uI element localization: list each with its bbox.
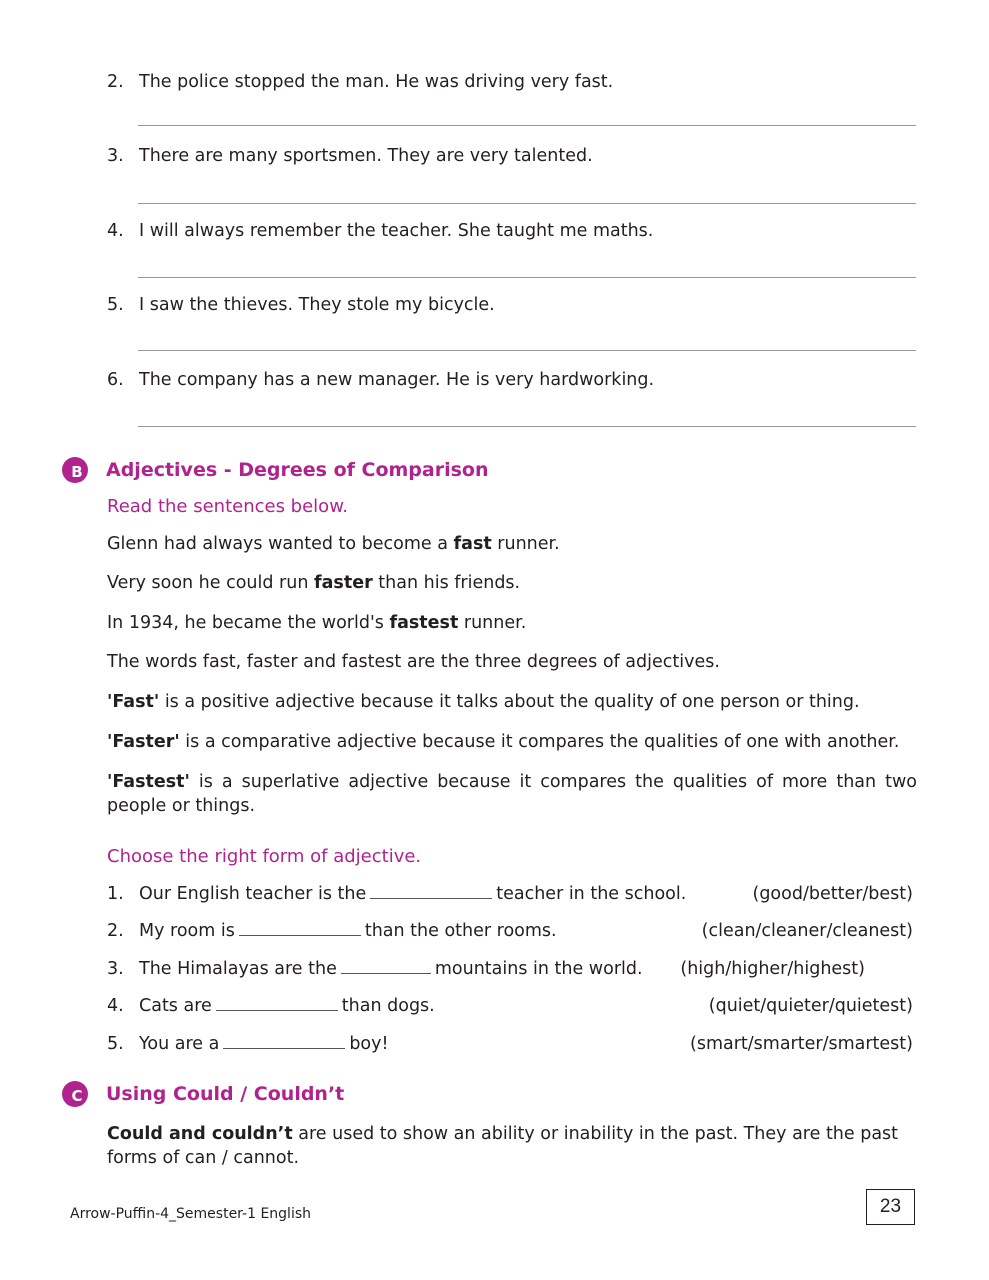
explanation-text: The words fast, faster and fastest are the three degrees of adjectives.: [107, 652, 720, 672]
exercise-text: You are a: [139, 1034, 220, 1054]
answer-line[interactable]: [138, 125, 916, 126]
answer-line[interactable]: [138, 203, 916, 204]
question-number: 4.: [107, 221, 124, 241]
definition-term: 'Faster': [107, 732, 180, 752]
badge-letter: B: [71, 463, 83, 481]
section-instruction: Read the sentences below.: [107, 496, 348, 517]
section-title: Using Could / Couldn’t: [106, 1083, 345, 1105]
exercise-text: than dogs.: [341, 996, 435, 1016]
fill-blank[interactable]: [370, 882, 492, 899]
section-c-header: [60, 1079, 344, 1109]
paragraph-text: are used to show an ability or inability in the past. They are the past forms of can / cannot.: [107, 1124, 899, 1168]
question-text: I will always remember the teacher. She taught me maths.: [139, 221, 654, 241]
sentence-text: than his friends.: [372, 573, 521, 593]
fill-blank[interactable]: [223, 1032, 345, 1049]
exercise-text: My room is: [139, 921, 235, 941]
answer-line[interactable]: [138, 277, 916, 278]
section-badge: [60, 1079, 90, 1109]
question-text: The company has a new manager. He is very hardworking.: [139, 370, 655, 390]
question-item: [107, 294, 917, 316]
question-number: 2.: [107, 72, 124, 92]
exercise-number: 2.: [107, 921, 124, 941]
exercise-text: The Himalayas are the: [139, 959, 337, 979]
definition-text: is a positive adjective because it talks about the quality of one person or thing.: [159, 692, 860, 712]
sentence-text: Glenn had always wanted to become a: [107, 534, 454, 554]
exercise-text: than the other rooms.: [364, 921, 557, 941]
sentence-text: runner.: [458, 613, 527, 633]
question-number: 5.: [107, 295, 124, 315]
definition-term: 'Fast': [107, 692, 160, 712]
page-number: 23: [866, 1189, 915, 1225]
question-text: There are many sportsmen. They are very talented.: [139, 146, 593, 166]
exercise-text: Our English teacher is the: [139, 884, 367, 904]
question-number: 3.: [107, 146, 124, 166]
footer-book-title: Arrow-Puffin-4_Semester-1 English: [70, 1206, 312, 1222]
answer-line[interactable]: [138, 426, 916, 427]
question-text: The police stopped the man. He was driving very fast.: [139, 72, 614, 92]
bold-lead: Could and couldn’t: [107, 1124, 293, 1144]
exercise-item: [107, 919, 913, 943]
exercise-number: 5.: [107, 1034, 124, 1054]
definition-text: is a comparative adjective because it compares the qualities of one with another.: [179, 732, 900, 752]
exercise-options: (quiet/quieter/quietest): [708, 996, 913, 1016]
exercise-text: Cats are: [139, 996, 212, 1016]
question-number: 6.: [107, 370, 124, 390]
highlight-word: fast: [453, 534, 492, 554]
exercise-item: [107, 1032, 913, 1056]
section-b-header: [60, 455, 489, 485]
example-sentence: [107, 611, 917, 635]
sentence-text: Very soon he could run: [107, 573, 314, 593]
example-sentence: [107, 571, 917, 595]
question-text: I saw the thieves. They stole my bicycle.: [139, 295, 495, 315]
exercise-item: [107, 957, 913, 981]
question-item: [107, 220, 917, 242]
sentence-text: In 1934, he became the world's: [107, 613, 390, 633]
definition-superlative: [107, 770, 917, 818]
exercise-text: boy!: [349, 1034, 389, 1054]
answer-line[interactable]: [138, 350, 916, 351]
exercise-options: (high/higher/highest): [680, 959, 865, 979]
exercise-number: 4.: [107, 996, 124, 1016]
exercise-text: mountains in the world.: [434, 959, 643, 979]
exercise-item: [107, 994, 913, 1018]
sentence-text: runner.: [491, 534, 560, 554]
exercise-options: (clean/cleaner/cleanest): [701, 921, 913, 941]
exercise-text: teacher in the school.: [496, 884, 687, 904]
fill-blank[interactable]: [239, 919, 361, 936]
example-sentence: [107, 532, 917, 556]
highlight-word: fastest: [389, 613, 459, 633]
section-badge: [60, 455, 90, 485]
definition-positive: [107, 690, 917, 714]
badge-letter: C: [71, 1087, 83, 1105]
definition-text: is a superlative adjective because it compares the qualities of more than two people or things.: [107, 772, 917, 816]
exercise-number: 1.: [107, 884, 124, 904]
exercise-number: 3.: [107, 959, 124, 979]
exercise-options: (good/better/best): [752, 884, 913, 904]
exercise-options: (smart/smarter/smartest): [690, 1034, 913, 1054]
definition-comparative: [107, 730, 917, 754]
fill-blank[interactable]: [341, 957, 431, 974]
question-item: [107, 369, 917, 391]
question-item: [107, 71, 917, 93]
question-item: [107, 145, 917, 167]
section-title: Adjectives - Degrees of Comparison: [106, 459, 489, 481]
section-c-text: [107, 1122, 917, 1170]
exercise-instruction: Choose the right form of adjective.: [107, 846, 422, 867]
fill-blank[interactable]: [216, 994, 338, 1011]
exercise-item: [107, 882, 913, 906]
definition-term: 'Fastest': [107, 772, 190, 792]
highlight-word: faster: [314, 573, 373, 593]
